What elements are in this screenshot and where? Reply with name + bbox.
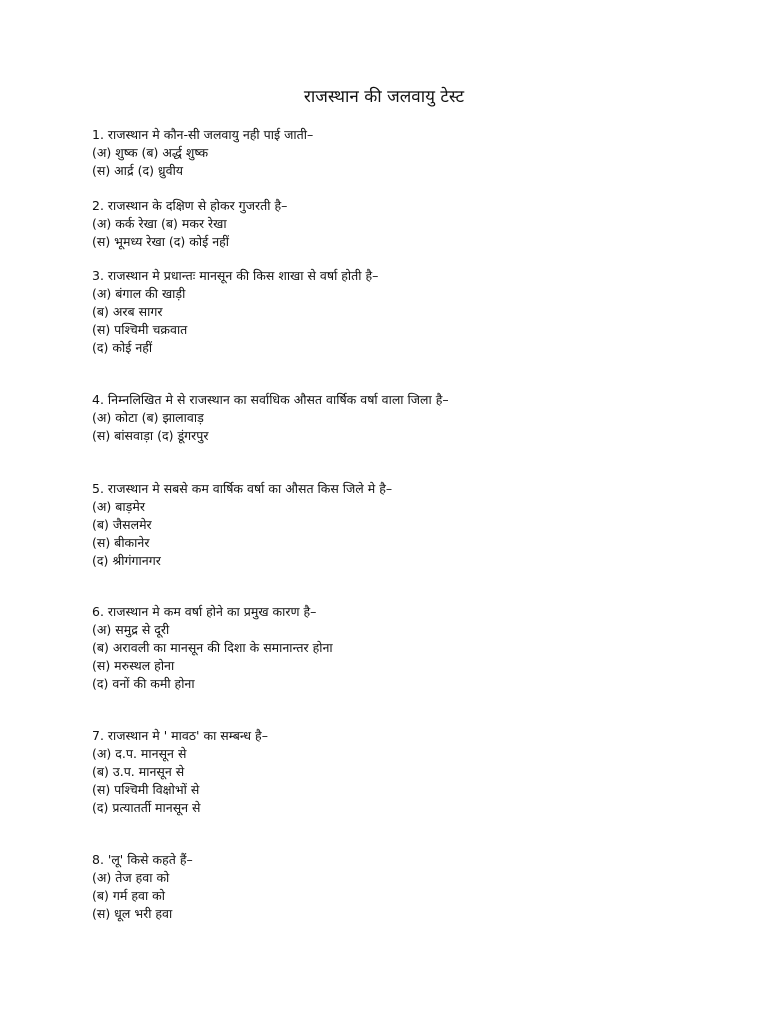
question-block <box>92 603 732 693</box>
answer-option: (ब) उ.प. मानसून से <box>92 764 185 779</box>
question-text: 3. राजस्थान मे प्रधान्तः मानसून की किस शाखा से वर्षा होती है– <box>92 268 379 283</box>
question-text: 6. राजस्थान मे कम वर्षा होने का प्रमुख कारण है– <box>92 604 317 619</box>
answer-option: (अ) बाड़मेर <box>92 499 145 514</box>
answer-option: (अ) बंगाल की खाड़ी <box>92 286 186 301</box>
page-title: राजस्थान की जलवायु टेस्ट <box>303 87 465 107</box>
answer-option: (ब) गर्म हवा को <box>92 888 165 903</box>
question-text: 7. राजस्थान मे ' मावठ' का सम्बन्ध है– <box>92 728 268 743</box>
answer-option: (अ) तेज हवा को <box>92 870 170 885</box>
question-text: 5. राजस्थान मे सबसे कम वार्षिक वर्षा का औसत किस जिले मे है– <box>92 481 393 496</box>
answer-option: (अ) कोटा (ब) झालावाड़ <box>92 410 204 425</box>
question-block <box>92 727 732 817</box>
answer-option: (द) श्रीगंगानगर <box>92 553 161 568</box>
question-block <box>92 480 732 570</box>
answer-option: (स) पश्चिमी विक्षोभों से <box>92 782 200 797</box>
answer-option: (द) कोई नहीं <box>92 340 153 355</box>
answer-option: (अ) समुद्र से दूरी <box>92 622 170 637</box>
answer-option: (स) बांसवाड़ा (द) डूंगरपुर <box>92 428 209 443</box>
question-text: 4. निम्नलिखित मे से राजस्थान का सर्वाधिक औसत वार्षिक वर्षा वाला जिला है– <box>92 392 449 407</box>
answer-option: (द) वनों की कमी होना <box>92 676 195 691</box>
question-text: 2. राजस्थान के दक्षिण से होकर गुजरती है– <box>92 198 288 213</box>
question-text: 8. 'लू' किसे कहते हैं– <box>92 852 193 867</box>
question-block <box>92 851 732 923</box>
answer-option: (अ) कर्क रेखा (ब) मकर रेखा <box>92 216 227 231</box>
answer-option: (स) बीकानेर <box>92 535 150 550</box>
question-block <box>92 197 732 251</box>
question-block <box>92 126 732 180</box>
answer-option: (ब) जैसलमेर <box>92 517 152 532</box>
question-block <box>92 391 732 445</box>
answer-option: (ब) अरब सागर <box>92 304 163 319</box>
answer-option: (अ) शुष्क (ब) अर्द्ध शुष्क <box>92 145 209 160</box>
answer-option: (अ) द.प. मानसून से <box>92 746 187 761</box>
answer-option: (स) भूमध्य रेखा (द) कोई नहीं <box>92 234 230 249</box>
question-block <box>92 267 732 357</box>
answer-option: (द) प्रत्यातर्ती मानसून से <box>92 800 201 815</box>
question-text: 1. राजस्थान मे कौन-सी जलवायु नही पाई जाती– <box>92 127 314 142</box>
answer-option: (स) पश्चिमी चक्रवात <box>92 322 188 337</box>
answer-option: (ब) अरावली का मानसून की दिशा के समानान्तर होना <box>92 640 333 655</box>
answer-option: (स) आर्द्र (द) ध्रुवीय <box>92 163 184 178</box>
answer-option: (स) धूल भरी हवा <box>92 906 173 921</box>
answer-option: (स) मरुस्थल होना <box>92 658 175 673</box>
